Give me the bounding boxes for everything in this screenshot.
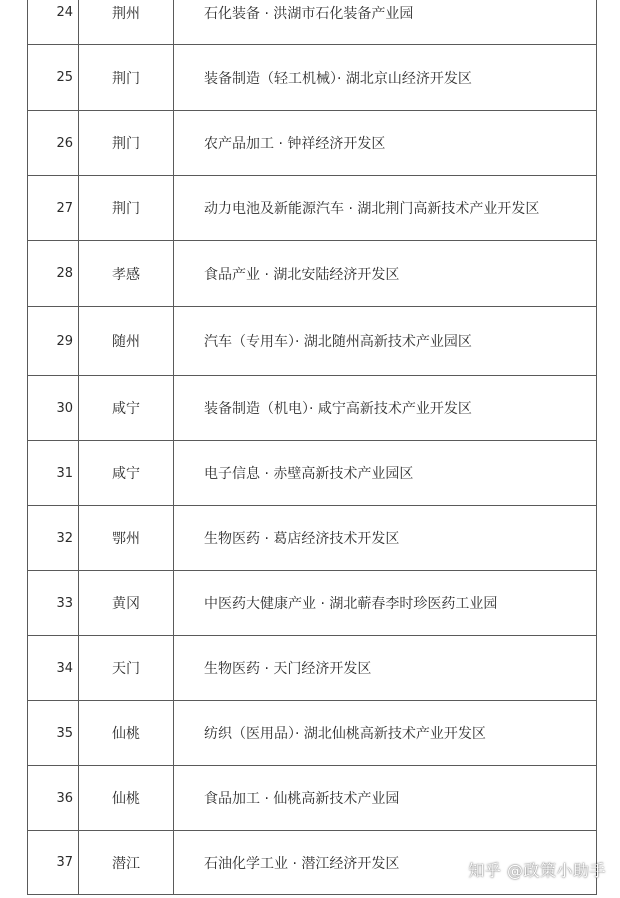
table-row [28, 0, 597, 45]
city-name: 荆州 [79, 0, 174, 45]
row-number: 30 [28, 376, 79, 441]
row-number: 36 [28, 766, 79, 831]
row-number: 32 [28, 506, 79, 571]
city-name: 咸宁 [79, 376, 174, 441]
table-row [28, 701, 597, 766]
row-number: 28 [28, 241, 79, 307]
industry-park: 电子信息 · 赤壁高新技术产业园区 [174, 441, 597, 506]
city-name: 潜江 [79, 831, 174, 895]
city-name: 鄂州 [79, 506, 174, 571]
industry-park: 食品加工 · 仙桃高新技术产业园 [174, 766, 597, 831]
city-name: 荆门 [79, 45, 174, 111]
row-number: 34 [28, 636, 79, 701]
table-row [28, 45, 597, 111]
table-row [28, 307, 597, 376]
industry-park: 动力电池及新能源汽车 · 湖北荆门高新技术产业开发区 [174, 176, 597, 241]
industrial-park-table-container [27, 0, 596, 895]
industry-park: 中医药大健康产业 · 湖北蕲春李时珍医药工业园 [174, 571, 597, 636]
table-row [28, 441, 597, 506]
city-name: 仙桃 [79, 701, 174, 766]
city-name: 孝感 [79, 241, 174, 307]
industry-park: 石油化学工业 · 潜江经济开发区 [174, 831, 597, 895]
row-number: 26 [28, 111, 79, 176]
city-name: 荆门 [79, 176, 174, 241]
industry-park: 装备制造（机电）· 咸宁高新技术产业开发区 [174, 376, 597, 441]
city-name: 仙桃 [79, 766, 174, 831]
row-number: 33 [28, 571, 79, 636]
industry-park: 农产品加工 · 钟祥经济开发区 [174, 111, 597, 176]
industry-park: 生物医药 · 天门经济开发区 [174, 636, 597, 701]
industry-park: 纺织（医用品）· 湖北仙桃高新技术产业开发区 [174, 701, 597, 766]
industry-park: 食品产业 · 湖北安陆经济开发区 [174, 241, 597, 307]
row-number: 25 [28, 45, 79, 111]
industrial-park-table [27, 0, 597, 895]
industry-park: 装备制造（轻工机械）· 湖北京山经济开发区 [174, 45, 597, 111]
row-number: 31 [28, 441, 79, 506]
table-row [28, 241, 597, 307]
zhihu-watermark: 知乎 @政策小助手 [468, 861, 606, 880]
city-name: 黄冈 [79, 571, 174, 636]
table-row [28, 111, 597, 176]
row-number: 24 [28, 0, 79, 45]
city-name: 随州 [79, 307, 174, 376]
row-number: 27 [28, 176, 79, 241]
table-row [28, 766, 597, 831]
industry-park: 汽车（专用车）· 湖北随州高新技术产业园区 [174, 307, 597, 376]
row-number: 37 [28, 831, 79, 895]
city-name: 咸宁 [79, 441, 174, 506]
industry-park: 石化装备 · 洪湖市石化装备产业园 [174, 0, 597, 45]
row-number: 35 [28, 701, 79, 766]
table-row [28, 506, 597, 571]
city-name: 荆门 [79, 111, 174, 176]
industry-park: 生物医药 · 葛店经济技术开发区 [174, 506, 597, 571]
city-name: 天门 [79, 636, 174, 701]
table-row [28, 176, 597, 241]
table-row [28, 376, 597, 441]
row-number: 29 [28, 307, 79, 376]
table-row [28, 571, 597, 636]
table-row [28, 636, 597, 701]
